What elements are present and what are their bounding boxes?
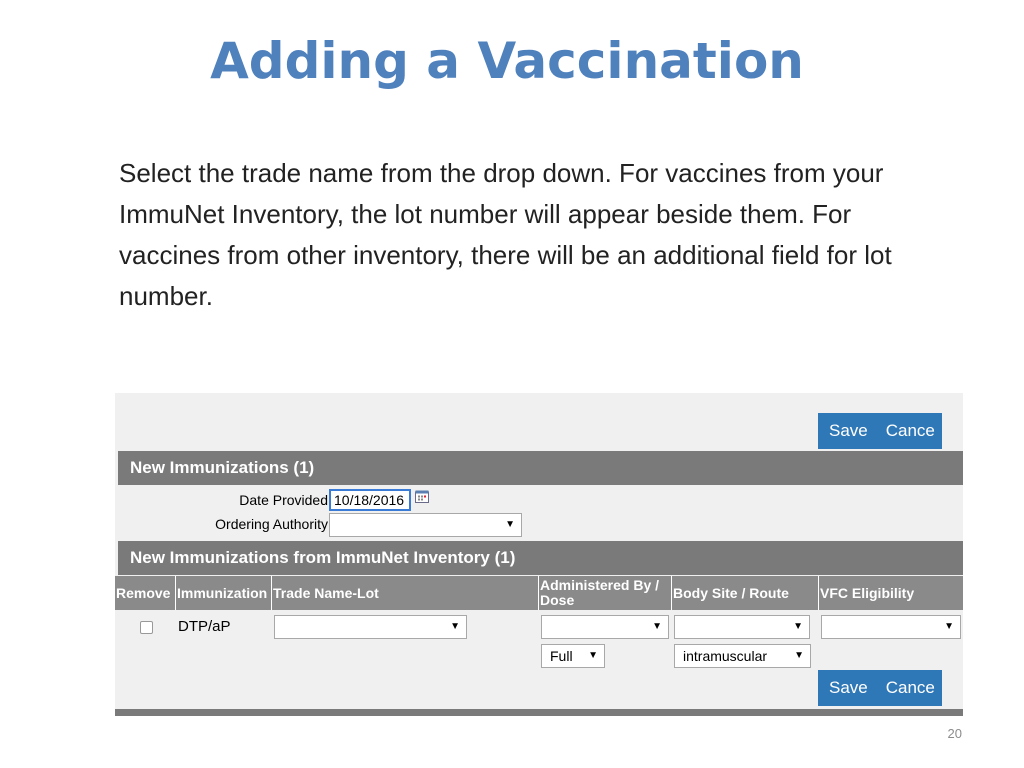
date-provided-label: Date Provided (239, 492, 328, 508)
body-site-select[interactable] (674, 615, 810, 639)
column-header-remove: Remove (115, 576, 176, 610)
column-header-trade-name-lot: Trade Name-Lot (272, 576, 539, 610)
dropdown-arrow-icon: ▼ (652, 621, 662, 632)
column-header-immunization: Immunization (176, 576, 272, 610)
column-header-body-site: Body Site / Route (672, 576, 819, 610)
dropdown-arrow-icon: ▼ (588, 650, 598, 661)
column-header-vfc-eligibility: VFC Eligibility (820, 584, 915, 601)
remove-checkbox[interactable] (140, 621, 153, 634)
dropdown-arrow-icon: ▼ (450, 621, 460, 632)
bottom-divider (115, 709, 963, 716)
slide-body-text: Select the trade name from the drop down. For vaccines from your ImmuNet Inventory, the lot number will appear beside them. For vaccines from other inventory, there will be an additional field for lot number. (119, 158, 892, 311)
save-button[interactable]: Save (829, 421, 868, 440)
slide-title: Adding a Vaccination (210, 32, 804, 90)
top-button-group (818, 413, 942, 449)
page-number: 20 (947, 726, 962, 741)
new-immunizations-header: New Immunizations (1) (118, 451, 963, 485)
dropdown-arrow-icon: ▼ (505, 519, 515, 530)
route-value: intramuscular (683, 648, 768, 664)
date-provided-input[interactable]: 10/18/2016 (329, 489, 411, 511)
column-header-administered-by: Administered By / Dose (539, 576, 672, 610)
immunization-name: DTP/aP (178, 618, 231, 635)
dose-select[interactable] (541, 644, 605, 668)
save-button-bottom[interactable]: Save (829, 678, 868, 697)
calendar-icon[interactable] (415, 490, 429, 503)
cancel-button[interactable]: Cance (885, 421, 935, 440)
dropdown-arrow-icon: ▼ (793, 621, 803, 632)
table-header-row (115, 576, 963, 610)
ordering-authority-label: Ordering Authority (215, 516, 328, 532)
bottom-button-group (818, 670, 942, 706)
administered-by-select[interactable] (541, 615, 669, 639)
dose-value: Full (550, 648, 573, 664)
trade-name-lot-select[interactable] (274, 615, 467, 639)
cancel-button-bottom[interactable]: Cance (885, 678, 935, 697)
app-screenshot (115, 393, 963, 716)
vfc-eligibility-select[interactable] (821, 615, 961, 639)
dropdown-arrow-icon: ▼ (944, 621, 954, 632)
immunet-inventory-header: New Immunizations from ImmuNet Inventory (1) (118, 541, 963, 575)
dropdown-arrow-icon: ▼ (794, 650, 804, 661)
route-select[interactable] (674, 644, 811, 668)
ordering-authority-select[interactable] (329, 513, 522, 537)
